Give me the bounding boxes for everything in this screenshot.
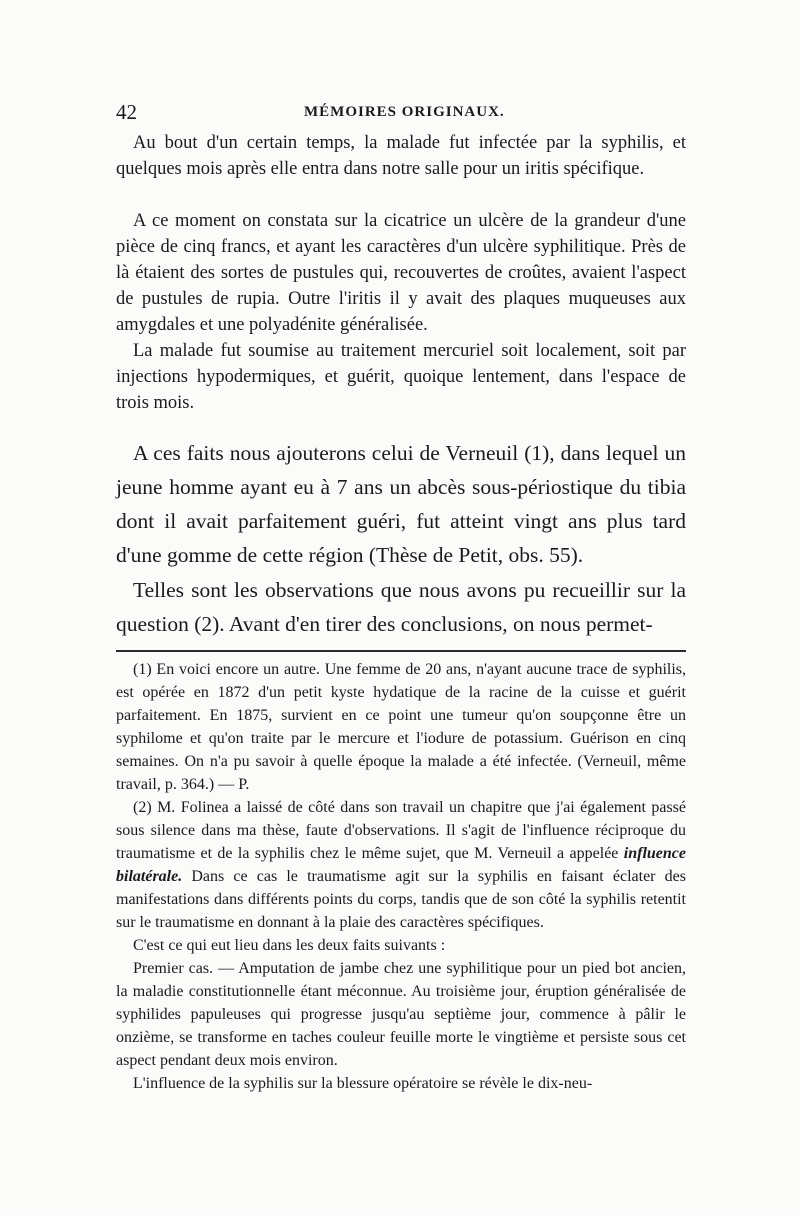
footnote-text: (2) M. Folinea a laissé de côté dans son travail un chapitre que j'ai également passé sous silence dans ma thèse, faute d'observations. Il s'agit de l'influence réciproque du traumatisme et de la syphilis chez le même sujet, que M. Verneuil a appelée <box>116 799 686 862</box>
body-paragraph-4 <box>116 436 686 572</box>
paragraph-text: Au bout d'un certain temps, la malade fut infectée par la syphilis, et quelques mois après elle entra dans notre salle pour un iritis spécifique. <box>116 133 686 179</box>
paragraph-text: Telles sont les observations que nous avons pu recueillir sur la question (2). Avant d'en tirer des conclusions, on nous permet- <box>116 578 686 636</box>
running-title: MÉMOIRES ORIGINAUX. <box>304 104 505 120</box>
body-paragraph-3 <box>116 338 686 416</box>
body-paragraph-2 <box>116 208 686 338</box>
paragraph-text: A ces faits nous ajouterons celui de Verneuil (1), dans lequel un jeune homme ayant eu à 7 ans un abcès sous-périostique du tibia dont il avait parfaitement guéri, fut atteint vingt ans plus tard d'une gomme de cette région (Thèse de Petit, obs. 55). <box>116 441 686 567</box>
page-header <box>116 100 686 130</box>
footnote-text: Premier cas. — Amputation de jambe chez une syphilitique pour un pied bot ancien, la maladie constitutionnelle étant méconnue. Au troisième jour, éruption généralisée de syphilides papuleuses qui progresse jusqu'au septième jour, commence à pâlir le onzième, se transforme en taches couleur feuille morte le vingtième et persiste sous cet aspect pendant deux mois environ. <box>116 960 686 1069</box>
footnote-text: (1) En voici encore un autre. Une femme de 20 ans, n'ayant aucune trace de syphilis, est opérée en 1872 d'un petit kyste hydatique de la racine de la cuisse et guérit parfaitement. En 1875, survient en ce point une tumeur qu'on soupçonne être un syphilome et qu'on traite par le mercure et l'iodure de potassium. Guérison en cinq semaines. On n'a pu savoir à quelle époque la malade a été infectée. (Verneuil, même travail, p. 364.) — P. <box>116 661 686 793</box>
footnotes <box>116 658 686 1095</box>
footnote-text: Dans ce cas le traumatisme agit sur la syphilis en faisant éclater des manifestations dans différents points du corps, tandis que de son côté la syphilis retentit sur le traumatisme en donnant à la plaie des caractères spécifiques. <box>116 868 686 931</box>
footnote-1 <box>116 658 686 796</box>
page-number: 42 <box>116 100 137 124</box>
footnote-2 <box>116 796 686 934</box>
footnote-3 <box>116 934 686 957</box>
emphasis-text: influence bilatérale. <box>116 845 686 885</box>
body-paragraph-5 <box>116 573 686 641</box>
footnote-5 <box>116 1072 686 1095</box>
body-paragraph-1 <box>116 130 686 182</box>
footnote-4 <box>116 957 686 1072</box>
footnote-text: C'est ce qui eut lieu dans les deux faits suivants : <box>133 937 446 954</box>
footnote-separator <box>116 650 686 652</box>
paragraph-text: La malade fut soumise au traitement mercuriel soit localement, soit par injections hypodermiques, et guérit, quoique lentement, dans l'espace de trois mois. <box>116 341 686 413</box>
paragraph-text: A ce moment on constata sur la cicatrice un ulcère de la grandeur d'une pièce de cinq francs, et ayant les caractères d'un ulcère syphilitique. Près de là étaient des sortes de pustules qui, recouvertes de croûtes, avaient l'aspect de pustules de rupia. Outre l'iritis il y avait des plaques muqueuses aux amygdales et une polyadénite généralisée. <box>116 211 686 335</box>
footnote-text: L'influence de la syphilis sur la blessure opératoire se révèle le dix-neu- <box>133 1075 593 1092</box>
